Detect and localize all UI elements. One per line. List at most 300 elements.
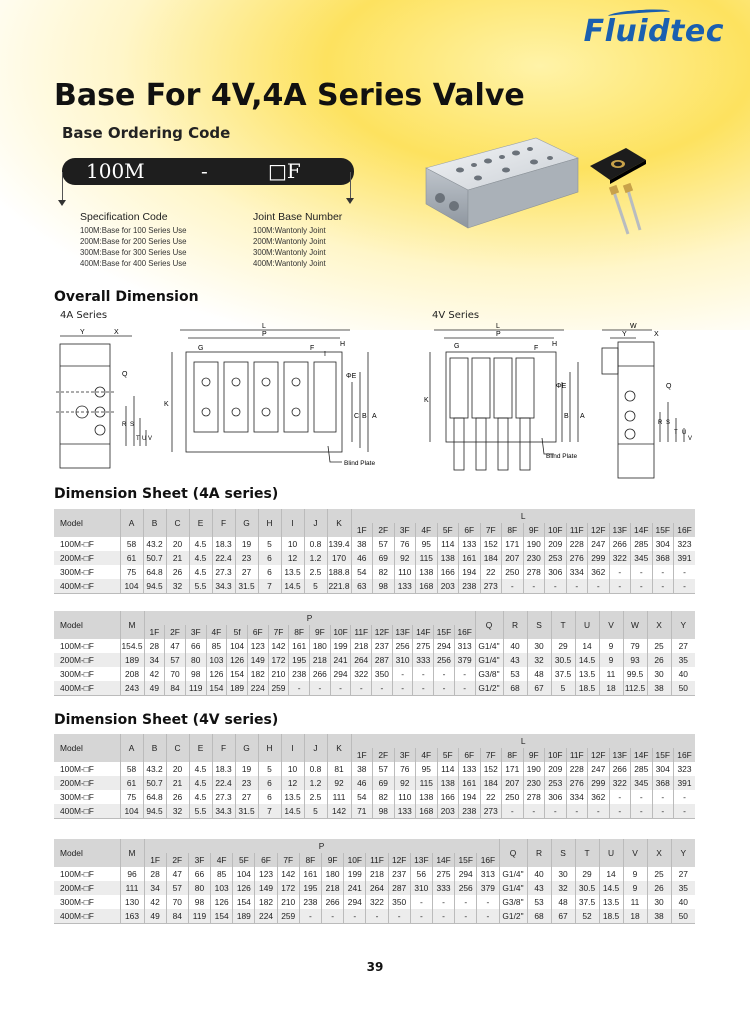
value-cell: - bbox=[351, 681, 372, 695]
dim-label-a-4v: A bbox=[580, 413, 585, 420]
value-cell: 35 bbox=[671, 881, 695, 895]
value-cell: 32 bbox=[551, 881, 575, 895]
value-cell: 40 bbox=[503, 639, 527, 653]
value-cell: 104 bbox=[233, 867, 255, 881]
value-cell: G1/4" bbox=[475, 653, 503, 667]
column-header: K bbox=[327, 509, 351, 537]
value-cell: 210 bbox=[268, 667, 289, 681]
value-cell: 18 bbox=[599, 681, 623, 695]
blind-plate-label-4v: Blind Plate bbox=[546, 453, 578, 460]
value-cell: 104 bbox=[120, 804, 143, 818]
value-cell: 115 bbox=[416, 776, 438, 790]
value-cell: - bbox=[631, 565, 653, 579]
value-cell: 149 bbox=[255, 881, 277, 895]
value-cell: 30 bbox=[647, 667, 671, 681]
value-cell: 163 bbox=[120, 909, 144, 923]
value-cell: 133 bbox=[394, 804, 416, 818]
value-cell: 57 bbox=[166, 881, 188, 895]
value-cell: - bbox=[631, 579, 653, 593]
value-cell: 104 bbox=[227, 639, 248, 653]
value-cell: - bbox=[366, 909, 388, 923]
model-cell: 300M-□F bbox=[60, 897, 94, 907]
value-cell: 64.8 bbox=[143, 565, 166, 579]
value-cell: 182 bbox=[247, 667, 268, 681]
value-cell: 253 bbox=[545, 776, 567, 790]
value-cell: 12 bbox=[281, 776, 304, 790]
value-cell: 154 bbox=[233, 895, 255, 909]
value-cell: 180 bbox=[322, 867, 344, 881]
dim-label-b: B bbox=[362, 413, 367, 420]
value-cell: G1/4" bbox=[475, 639, 503, 653]
joint-line: 400M:Wantonly Joint bbox=[253, 258, 326, 268]
value-cell: 195 bbox=[299, 881, 321, 895]
value-cell: 313 bbox=[477, 867, 499, 881]
value-cell: 238 bbox=[289, 667, 310, 681]
dim-label-p-4v: P bbox=[496, 331, 501, 338]
model-cell: 100M-□F bbox=[60, 539, 94, 549]
value-cell: 285 bbox=[631, 762, 653, 776]
column-header: 14F bbox=[432, 853, 454, 867]
value-cell: 98 bbox=[373, 579, 395, 593]
value-cell: 38 bbox=[647, 909, 671, 923]
value-cell: 14.5 bbox=[575, 653, 599, 667]
value-cell: 195 bbox=[289, 653, 310, 667]
dim-label-l: L bbox=[262, 323, 266, 330]
table-row bbox=[54, 681, 695, 695]
value-cell: - bbox=[609, 790, 631, 804]
value-cell: 253 bbox=[545, 551, 567, 565]
value-cell: 221.8 bbox=[327, 579, 351, 593]
value-cell: 34 bbox=[144, 881, 166, 895]
value-cell: 85 bbox=[206, 639, 227, 653]
value-cell: 247 bbox=[588, 762, 610, 776]
value-cell: 218 bbox=[310, 653, 331, 667]
drawing-4v-side bbox=[596, 322, 696, 484]
value-cell: 275 bbox=[413, 639, 434, 653]
value-cell: 194 bbox=[459, 565, 481, 579]
value-cell: 23 bbox=[235, 776, 258, 790]
value-cell: 133 bbox=[394, 579, 416, 593]
value-cell: 19 bbox=[235, 762, 258, 776]
value-cell: 12 bbox=[281, 551, 304, 565]
table-row bbox=[54, 895, 695, 909]
value-cell: 6 bbox=[258, 776, 281, 790]
value-cell: 2.5 bbox=[304, 565, 327, 579]
value-cell: 34.3 bbox=[212, 804, 235, 818]
column-header: 8F bbox=[299, 853, 321, 867]
value-cell: 123 bbox=[247, 639, 268, 653]
column-header: T bbox=[575, 839, 599, 867]
value-cell: 203 bbox=[437, 579, 459, 593]
value-cell: 9 bbox=[623, 881, 647, 895]
value-cell: 313 bbox=[454, 639, 475, 653]
value-cell: 7 bbox=[258, 579, 281, 593]
value-cell: 38 bbox=[351, 762, 373, 776]
value-cell: 96 bbox=[120, 867, 144, 881]
value-cell: 14 bbox=[599, 867, 623, 881]
value-cell: 34.3 bbox=[212, 579, 235, 593]
dim-label-h: H bbox=[340, 341, 346, 348]
column-header: F bbox=[212, 734, 235, 762]
value-cell: 69 bbox=[373, 776, 395, 790]
value-cell: 67 bbox=[551, 909, 575, 923]
value-cell: 142 bbox=[268, 639, 289, 653]
column-header: V bbox=[623, 839, 647, 867]
column-header: H bbox=[258, 509, 281, 537]
dim-label-s-4v: S bbox=[666, 420, 671, 426]
column-header: F bbox=[212, 509, 235, 537]
value-cell: 345 bbox=[631, 551, 653, 565]
dim-label-t: T bbox=[136, 436, 140, 442]
dim-label-i: I bbox=[324, 351, 326, 358]
dim-label-q-4v: Q bbox=[666, 383, 672, 390]
table-row bbox=[54, 909, 695, 923]
column-group-header: P bbox=[144, 839, 499, 853]
column-header: 11F bbox=[566, 748, 588, 762]
value-cell: 25 bbox=[647, 639, 671, 653]
value-cell: 362 bbox=[588, 790, 610, 804]
value-cell: 94.5 bbox=[143, 579, 166, 593]
value-cell: 30 bbox=[551, 867, 575, 881]
value-cell: 224 bbox=[247, 681, 268, 695]
dim-label-e-4v: ΦE bbox=[556, 383, 567, 390]
value-cell: 171 bbox=[502, 537, 524, 551]
value-cell: 180 bbox=[310, 639, 331, 653]
dim-label-c: C bbox=[354, 413, 360, 420]
column-header: S bbox=[551, 839, 575, 867]
column-header: 6F bbox=[247, 625, 268, 639]
value-cell: 27 bbox=[235, 565, 258, 579]
value-cell: 5 bbox=[258, 762, 281, 776]
value-cell: 228 bbox=[566, 537, 588, 551]
model-cell: 100M-□F bbox=[60, 641, 94, 651]
value-cell: 46 bbox=[351, 776, 373, 790]
joint-line: 200M:Wantonly Joint bbox=[253, 236, 326, 246]
value-cell: 9 bbox=[623, 867, 647, 881]
table-row bbox=[54, 881, 695, 895]
value-cell: 6 bbox=[258, 551, 281, 565]
column-header: Y bbox=[671, 611, 695, 639]
dim-label-x-4v: X bbox=[654, 331, 659, 338]
column-header: 11F bbox=[566, 523, 588, 537]
value-cell: 133 bbox=[459, 537, 481, 551]
drawing-4a-side bbox=[50, 326, 162, 476]
value-cell: 119 bbox=[185, 681, 206, 695]
page-title: Base For 4V,4A Series Valve bbox=[54, 78, 525, 113]
value-cell: 299 bbox=[588, 551, 610, 565]
value-cell: G1/4" bbox=[499, 867, 527, 881]
value-cell: 4.5 bbox=[189, 776, 212, 790]
value-cell: 40 bbox=[527, 867, 551, 881]
table-row bbox=[54, 579, 695, 593]
value-cell: 52 bbox=[575, 909, 599, 923]
value-cell: 115 bbox=[416, 551, 438, 565]
value-cell: 10 bbox=[281, 762, 304, 776]
value-cell: 27.3 bbox=[212, 565, 235, 579]
value-cell: 149 bbox=[247, 653, 268, 667]
value-cell: 32 bbox=[166, 579, 189, 593]
value-cell: 264 bbox=[351, 653, 372, 667]
value-cell: G1/4" bbox=[499, 881, 527, 895]
value-cell: 42 bbox=[144, 895, 166, 909]
value-cell: 29 bbox=[575, 867, 599, 881]
page-number: 39 bbox=[366, 960, 384, 974]
code-spec-part: 100M bbox=[86, 159, 145, 183]
value-cell: 207 bbox=[502, 776, 524, 790]
column-header: J bbox=[304, 734, 327, 762]
value-cell: 26 bbox=[647, 653, 671, 667]
value-cell: 94.5 bbox=[143, 804, 166, 818]
value-cell: - bbox=[652, 790, 674, 804]
value-cell: 68 bbox=[503, 681, 527, 695]
column-header: 16F bbox=[477, 853, 499, 867]
column-header: E bbox=[189, 509, 212, 537]
value-cell: 9 bbox=[599, 653, 623, 667]
dim-label-p: P bbox=[262, 331, 267, 338]
value-cell: - bbox=[454, 667, 475, 681]
value-cell: 37.5 bbox=[551, 667, 575, 681]
column-header: R bbox=[503, 611, 527, 639]
column-header: 11F bbox=[351, 625, 372, 639]
value-cell: 207 bbox=[502, 551, 524, 565]
value-cell: 334 bbox=[566, 565, 588, 579]
value-cell: 58 bbox=[120, 537, 143, 551]
column-header: 10F bbox=[545, 748, 567, 762]
spec-code-heading: Specification Code bbox=[80, 211, 168, 223]
value-cell: 29 bbox=[551, 639, 575, 653]
column-header: 3F bbox=[394, 748, 416, 762]
value-cell: G3/8" bbox=[475, 667, 503, 681]
value-cell: 57 bbox=[373, 762, 395, 776]
value-cell: - bbox=[477, 895, 499, 909]
table-row bbox=[54, 667, 695, 681]
column-header: J bbox=[304, 509, 327, 537]
value-cell: - bbox=[609, 579, 631, 593]
value-cell: 256 bbox=[455, 881, 477, 895]
value-cell: 190 bbox=[523, 762, 545, 776]
column-header: 5f bbox=[227, 625, 248, 639]
value-cell: - bbox=[502, 804, 524, 818]
value-cell: 57 bbox=[165, 653, 186, 667]
value-cell: 28 bbox=[144, 867, 166, 881]
column-header: 14F bbox=[631, 523, 653, 537]
value-cell: 5 bbox=[304, 804, 327, 818]
value-cell: 2.5 bbox=[304, 790, 327, 804]
value-cell: 199 bbox=[344, 867, 366, 881]
spec-leader bbox=[62, 172, 63, 202]
value-cell: 53 bbox=[503, 667, 527, 681]
value-cell: 92 bbox=[394, 776, 416, 790]
value-cell: - bbox=[631, 804, 653, 818]
value-cell: - bbox=[455, 895, 477, 909]
value-cell: 224 bbox=[255, 909, 277, 923]
value-cell: - bbox=[477, 909, 499, 923]
value-cell: 256 bbox=[392, 639, 413, 653]
value-cell: 238 bbox=[299, 895, 321, 909]
column-header: 12F bbox=[388, 853, 410, 867]
column-header: R bbox=[527, 839, 551, 867]
value-cell: G3/8" bbox=[499, 895, 527, 909]
table-4a-main bbox=[54, 509, 695, 594]
value-cell: 391 bbox=[674, 776, 696, 790]
value-cell: 208 bbox=[120, 667, 144, 681]
dim-label-k: K bbox=[164, 401, 169, 408]
value-cell: 241 bbox=[344, 881, 366, 895]
column-header: 9F bbox=[523, 523, 545, 537]
column-header: M bbox=[120, 839, 144, 867]
value-cell: 18.5 bbox=[575, 681, 599, 695]
value-cell: 294 bbox=[344, 895, 366, 909]
value-cell: 43 bbox=[527, 881, 551, 895]
dim-label-t-4v: T bbox=[674, 430, 678, 436]
value-cell: 19 bbox=[235, 537, 258, 551]
column-header: K bbox=[327, 734, 351, 762]
value-cell: 70 bbox=[165, 667, 186, 681]
value-cell: G1/2" bbox=[475, 681, 503, 695]
value-cell: 64.8 bbox=[143, 790, 166, 804]
column-header: 12F bbox=[588, 523, 610, 537]
column-header: A bbox=[120, 734, 143, 762]
column-group-header: L bbox=[351, 509, 695, 523]
column-header: C bbox=[166, 734, 189, 762]
value-cell: 71 bbox=[351, 804, 373, 818]
table-row bbox=[54, 776, 695, 790]
value-cell: 138 bbox=[437, 551, 459, 565]
value-cell: 190 bbox=[523, 537, 545, 551]
value-cell: - bbox=[392, 667, 413, 681]
value-cell: 82 bbox=[373, 790, 395, 804]
model-cell: 400M-□F bbox=[54, 681, 120, 695]
model-cell: 300M-□F bbox=[60, 669, 94, 679]
value-cell: 26 bbox=[166, 565, 189, 579]
value-cell: - bbox=[432, 895, 454, 909]
column-header: 7F bbox=[480, 748, 502, 762]
value-cell: - bbox=[588, 579, 610, 593]
column-header: 4F bbox=[206, 625, 227, 639]
value-cell: 189 bbox=[233, 909, 255, 923]
column-header: 8F bbox=[289, 625, 310, 639]
value-cell: 210 bbox=[277, 895, 299, 909]
value-cell: 310 bbox=[410, 881, 432, 895]
value-cell: 53 bbox=[527, 895, 551, 909]
column-header: B bbox=[143, 734, 166, 762]
value-cell: 114 bbox=[437, 537, 459, 551]
value-cell: 250 bbox=[502, 565, 524, 579]
value-cell: 93 bbox=[623, 653, 647, 667]
table-row bbox=[54, 537, 695, 551]
column-header: G bbox=[235, 734, 258, 762]
column-header: X bbox=[647, 839, 671, 867]
column-header: 6F bbox=[255, 853, 277, 867]
value-cell: - bbox=[372, 681, 393, 695]
column-header: 10F bbox=[330, 625, 351, 639]
value-cell: 322 bbox=[351, 667, 372, 681]
value-cell: 26 bbox=[166, 790, 189, 804]
value-cell: 0.8 bbox=[304, 537, 327, 551]
value-cell: - bbox=[392, 681, 413, 695]
value-cell: 22.4 bbox=[212, 551, 235, 565]
column-header: 15F bbox=[455, 853, 477, 867]
model-cell: 200M-□F bbox=[54, 881, 120, 895]
value-cell: 304 bbox=[652, 537, 674, 551]
value-cell: 30.5 bbox=[575, 881, 599, 895]
dim-label-v-4v: V bbox=[688, 436, 693, 442]
value-cell: 123 bbox=[255, 867, 277, 881]
value-cell: 189 bbox=[227, 681, 248, 695]
dim-label-f-4v: F bbox=[534, 345, 539, 352]
column-group-header: P bbox=[144, 611, 475, 625]
value-cell: 266 bbox=[609, 762, 631, 776]
value-cell: - bbox=[434, 681, 455, 695]
value-cell: 84 bbox=[165, 681, 186, 695]
value-cell: 241 bbox=[330, 653, 351, 667]
column-header: 10F bbox=[344, 853, 366, 867]
value-cell: - bbox=[299, 909, 321, 923]
dim-label-b-4v: B bbox=[564, 413, 569, 420]
value-cell: 63 bbox=[351, 579, 373, 593]
value-cell: 256 bbox=[434, 653, 455, 667]
value-cell: 49 bbox=[144, 681, 165, 695]
value-cell: 259 bbox=[277, 909, 299, 923]
value-cell: 379 bbox=[477, 881, 499, 895]
value-cell: 5.5 bbox=[189, 579, 212, 593]
value-cell: 82 bbox=[373, 565, 395, 579]
sheet-4a-heading: Dimension Sheet (4A series) bbox=[54, 486, 279, 502]
value-cell: 230 bbox=[523, 776, 545, 790]
series-4v-label: 4V Series bbox=[432, 310, 480, 321]
value-cell: 49 bbox=[144, 909, 166, 923]
value-cell: 14.5 bbox=[281, 579, 304, 593]
value-cell: - bbox=[609, 804, 631, 818]
ordering-heading: Base Ordering Code bbox=[62, 124, 231, 142]
value-cell: 264 bbox=[366, 881, 388, 895]
value-cell: 238 bbox=[459, 804, 481, 818]
value-cell: 126 bbox=[227, 653, 248, 667]
value-cell: 75 bbox=[120, 565, 143, 579]
spec-line: 300M:Base for 300 Series Use bbox=[80, 247, 187, 257]
value-cell: 184 bbox=[480, 776, 502, 790]
joint-line: 100M:Wantonly Joint bbox=[253, 225, 326, 235]
value-cell: 68 bbox=[527, 909, 551, 923]
drawing-4a-front bbox=[160, 322, 392, 472]
dim-label-a: A bbox=[372, 413, 377, 420]
value-cell: 11 bbox=[599, 667, 623, 681]
value-cell: 126 bbox=[211, 895, 233, 909]
value-cell: 152 bbox=[480, 537, 502, 551]
column-header: Q bbox=[475, 611, 503, 639]
column-header: 12F bbox=[588, 748, 610, 762]
value-cell: 7 bbox=[258, 804, 281, 818]
value-cell: 43 bbox=[503, 653, 527, 667]
spec-code-block bbox=[80, 211, 196, 269]
dim-label-v: V bbox=[148, 436, 153, 442]
value-cell: 250 bbox=[502, 790, 524, 804]
value-cell: 92 bbox=[327, 776, 351, 790]
value-cell: 154 bbox=[227, 667, 248, 681]
overall-dimension-heading: Overall Dimension bbox=[54, 289, 199, 305]
model-cell: 400M-□F bbox=[54, 579, 120, 593]
code-dash: - bbox=[201, 159, 208, 183]
table-4v-main bbox=[54, 734, 695, 819]
value-cell: 50.7 bbox=[143, 551, 166, 565]
value-cell: 5 bbox=[258, 537, 281, 551]
value-cell: 299 bbox=[588, 776, 610, 790]
value-cell: 294 bbox=[330, 667, 351, 681]
value-cell: 161 bbox=[299, 867, 321, 881]
column-header: 2F bbox=[373, 523, 395, 537]
value-cell: 273 bbox=[480, 579, 502, 593]
value-cell: 22.4 bbox=[212, 776, 235, 790]
